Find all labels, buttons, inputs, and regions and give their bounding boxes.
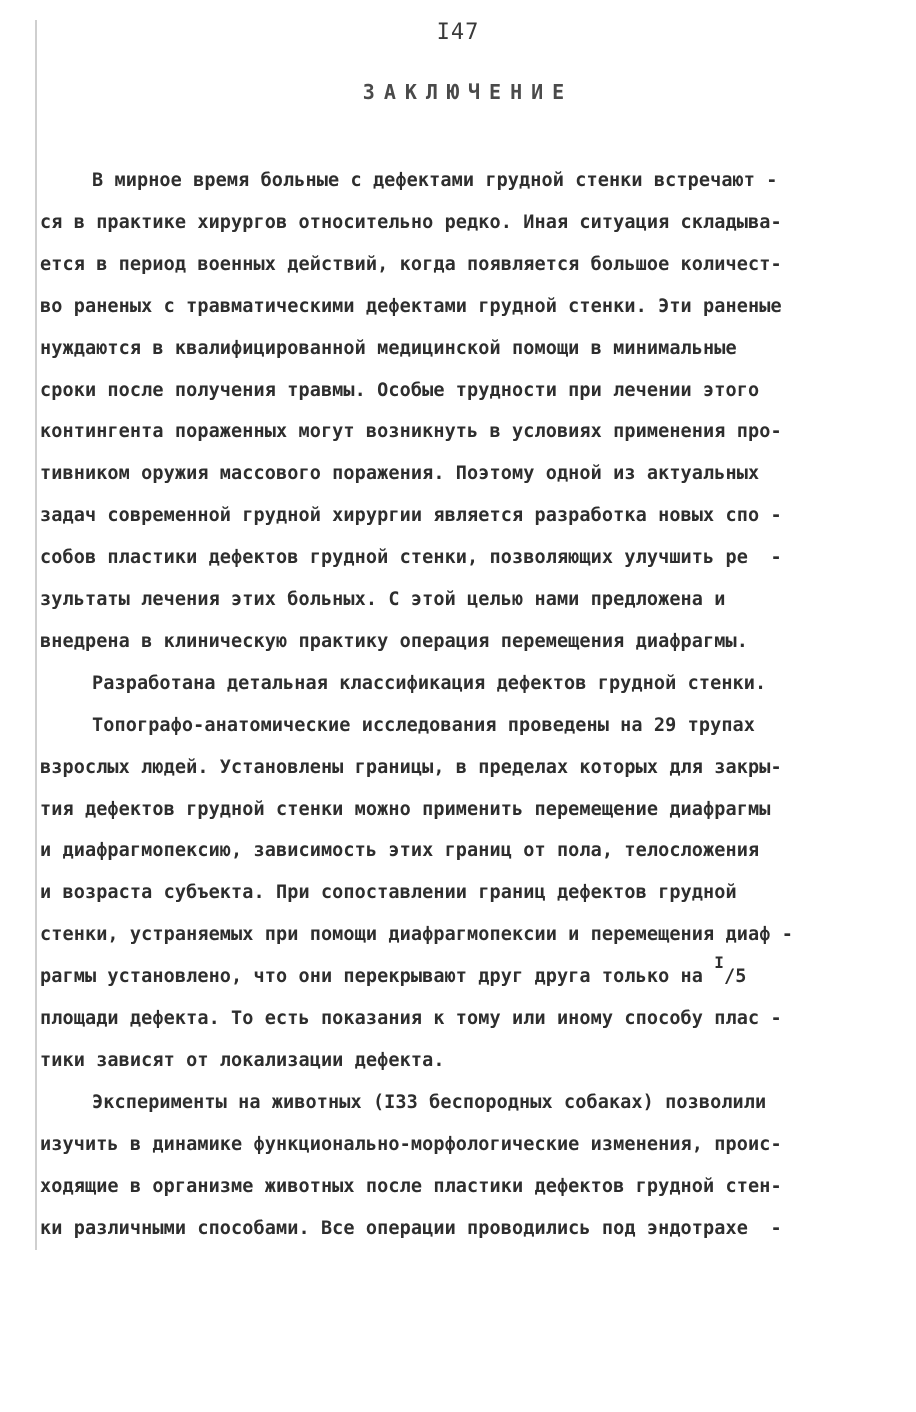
- line-text: и возраста субъекта. При сопоставлении границ дефектов грудной: [40, 882, 737, 904]
- text-line: [40, 328, 737, 370]
- text-line: [40, 453, 759, 495]
- line-text: ся в практике хирургов относительно редко. Иная ситуация складыва-: [40, 211, 782, 233]
- line-text: внедрена в клиническую практику операция перемещения диафрагмы.: [40, 630, 748, 652]
- line-text: зультаты лечения этих больных. С этой целью нами предложена и: [40, 589, 726, 610]
- text-line: [40, 411, 782, 453]
- text-line: [40, 495, 782, 537]
- line-text: стенки, устраняемых при помощи диафрагмопексии и перемещения диаф -: [40, 924, 793, 946]
- left-margin-rule: [35, 20, 37, 1250]
- fraction-denominator: /5: [724, 966, 747, 988]
- line-text: сроки после получения травмы. Особые трудности при лечении этого: [40, 379, 760, 401]
- line-text: Топографо-анатомические исследования проведены на 29 трупах: [92, 714, 756, 736]
- text-line: [40, 202, 782, 244]
- line-text: ется в период военных действий, когда появляется большое количест-: [40, 253, 782, 275]
- text-line: [92, 705, 755, 747]
- line-text: во раненых с травматическими дефектами грудной стенки. Эти раненые: [40, 295, 782, 317]
- line-text: и диафрагмопексию, зависимость этих границ от пола, телосложения: [40, 840, 760, 862]
- fraction-numerator: I: [714, 953, 725, 973]
- line-text: Эксперименты на животных (I33 беспородных собаках) позволили: [92, 1091, 767, 1113]
- line-text: ки различными способами. Все операции проводились под эндотрахе -: [40, 1217, 782, 1239]
- line-text: рагмы установлено, что они перекрывают друг друга только на: [40, 966, 715, 988]
- text-line: [40, 1040, 445, 1082]
- text-line: [40, 789, 770, 831]
- line-text: задач современной грудной хирургии является разработка новых спо -: [40, 505, 782, 527]
- text-line: [40, 579, 726, 621]
- text-line: [40, 244, 782, 286]
- text-line: [92, 1082, 766, 1124]
- text-line: [40, 953, 747, 998]
- line-text: контингента пораженных могут возникнуть в условиях применения про-: [40, 421, 782, 443]
- text-line: [40, 830, 759, 872]
- line-text: ходящие в организме животных после пластики дефектов грудной стен-: [40, 1175, 782, 1197]
- line-text: тики зависят от локализации дефекта.: [40, 1049, 445, 1071]
- text-line: [40, 621, 748, 663]
- section-heading: ЗАКЛЮЧЕНИЕ: [362, 80, 574, 104]
- line-text: В мирное время больные с дефектами грудной стенки встречают -: [92, 170, 778, 191]
- text-line: [40, 286, 782, 328]
- line-text: изучить в динамике функционально-морфологические изменения, проис-: [40, 1133, 782, 1155]
- line-text: тия дефектов грудной стенки можно применить перемещение диафрагмы: [40, 798, 771, 820]
- text-line: [40, 872, 737, 914]
- text-line: [92, 663, 766, 705]
- text-line: [40, 914, 793, 956]
- text-line: [40, 1166, 782, 1208]
- line-text: площади дефекта. То есть показания к тому или иному способу плас -: [40, 1008, 782, 1029]
- page-number: I47: [436, 20, 480, 45]
- text-line: [40, 998, 782, 1040]
- line-text: собов пластики дефектов грудной стенки, позволяющих улучшить ре -: [40, 547, 782, 569]
- text-line: [40, 747, 782, 789]
- text-line: [40, 1208, 782, 1250]
- text-line: [40, 1124, 782, 1166]
- line-text: взрослых людей. Установлены границы, в пределах которых для закры-: [40, 756, 782, 778]
- text-line: [40, 537, 782, 579]
- text-line: [40, 370, 759, 412]
- line-text: Разработана детальная классификация дефектов грудной стенки.: [92, 672, 767, 694]
- text-line: [92, 160, 778, 202]
- line-text: нуждаются в квалифицированной медицинской помощи в минимальные: [40, 337, 737, 359]
- line-text: тивником оружия массового поражения. Поэтому одной из актуальных: [40, 463, 760, 485]
